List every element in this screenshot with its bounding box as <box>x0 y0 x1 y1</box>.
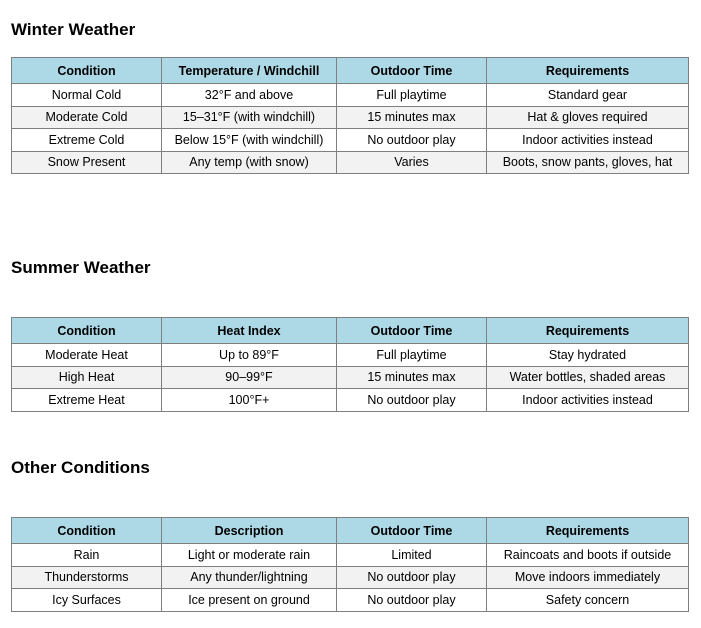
table-row <box>12 344 689 367</box>
cell-requirements: Stay hydrated <box>487 344 689 367</box>
table-row <box>12 151 689 174</box>
cell-outdoor-time: Full playtime <box>337 84 487 107</box>
cell-condition: Extreme Heat <box>12 389 162 412</box>
cell-condition: Moderate Heat <box>12 344 162 367</box>
winter-weather-heading: Winter Weather <box>11 20 136 39</box>
column-header-temperature: Temperature / Windchill <box>162 58 337 84</box>
column-header-condition: Condition <box>12 518 162 544</box>
winter-weather-table <box>11 57 689 174</box>
column-header-requirements: Requirements <box>487 58 689 84</box>
cell-requirements: Water bottles, shaded areas <box>487 366 689 389</box>
cell-outdoor-time: No outdoor play <box>337 129 487 152</box>
cell-requirements: Indoor activities instead <box>487 389 689 412</box>
table-row <box>12 589 689 612</box>
cell-temperature: Any temp (with snow) <box>162 151 337 174</box>
column-header-heat-index: Heat Index <box>162 318 337 344</box>
cell-condition: Snow Present <box>12 151 162 174</box>
cell-outdoor-time: Varies <box>337 151 487 174</box>
cell-condition: Rain <box>12 544 162 567</box>
summer-weather-heading: Summer Weather <box>11 258 151 277</box>
table-header-row <box>12 318 689 344</box>
other-conditions-table <box>11 517 689 612</box>
summer-weather-table <box>11 317 689 412</box>
table-header-row <box>12 58 689 84</box>
cell-condition: High Heat <box>12 366 162 389</box>
cell-condition: Thunderstorms <box>12 566 162 589</box>
cell-description: Any thunder/lightning <box>162 566 337 589</box>
cell-requirements: Boots, snow pants, gloves, hat <box>487 151 689 174</box>
cell-temperature: 15–31°F (with windchill) <box>162 106 337 129</box>
other-conditions-heading: Other Conditions <box>11 458 150 477</box>
cell-requirements: Safety concern <box>487 589 689 612</box>
cell-heat-index: 100°F+ <box>162 389 337 412</box>
table-row <box>12 129 689 152</box>
cell-temperature: Below 15°F (with windchill) <box>162 129 337 152</box>
column-header-requirements: Requirements <box>487 518 689 544</box>
cell-condition: Normal Cold <box>12 84 162 107</box>
table-row <box>12 84 689 107</box>
column-header-description: Description <box>162 518 337 544</box>
cell-description: Light or moderate rain <box>162 544 337 567</box>
cell-outdoor-time: Full playtime <box>337 344 487 367</box>
cell-requirements: Hat & gloves required <box>487 106 689 129</box>
table-header-row <box>12 518 689 544</box>
cell-requirements: Raincoats and boots if outside <box>487 544 689 567</box>
cell-description: Ice present on ground <box>162 589 337 612</box>
cell-heat-index: Up to 89°F <box>162 344 337 367</box>
cell-condition: Icy Surfaces <box>12 589 162 612</box>
cell-outdoor-time: 15 minutes max <box>337 106 487 129</box>
cell-heat-index: 90–99°F <box>162 366 337 389</box>
column-header-outdoor-time: Outdoor Time <box>337 58 487 84</box>
table-row <box>12 366 689 389</box>
cell-requirements: Indoor activities instead <box>487 129 689 152</box>
table-row <box>12 544 689 567</box>
column-header-condition: Condition <box>12 58 162 84</box>
column-header-condition: Condition <box>12 318 162 344</box>
cell-condition: Moderate Cold <box>12 106 162 129</box>
cell-outdoor-time: No outdoor play <box>337 389 487 412</box>
column-header-requirements: Requirements <box>487 318 689 344</box>
cell-requirements: Move indoors immediately <box>487 566 689 589</box>
table-row <box>12 106 689 129</box>
cell-temperature: 32°F and above <box>162 84 337 107</box>
cell-outdoor-time: No outdoor play <box>337 566 487 589</box>
cell-requirements: Standard gear <box>487 84 689 107</box>
table-row <box>12 566 689 589</box>
cell-outdoor-time: Limited <box>337 544 487 567</box>
cell-outdoor-time: No outdoor play <box>337 589 487 612</box>
column-header-outdoor-time: Outdoor Time <box>337 518 487 544</box>
column-header-outdoor-time: Outdoor Time <box>337 318 487 344</box>
cell-outdoor-time: 15 minutes max <box>337 366 487 389</box>
table-row <box>12 389 689 412</box>
cell-condition: Extreme Cold <box>12 129 162 152</box>
